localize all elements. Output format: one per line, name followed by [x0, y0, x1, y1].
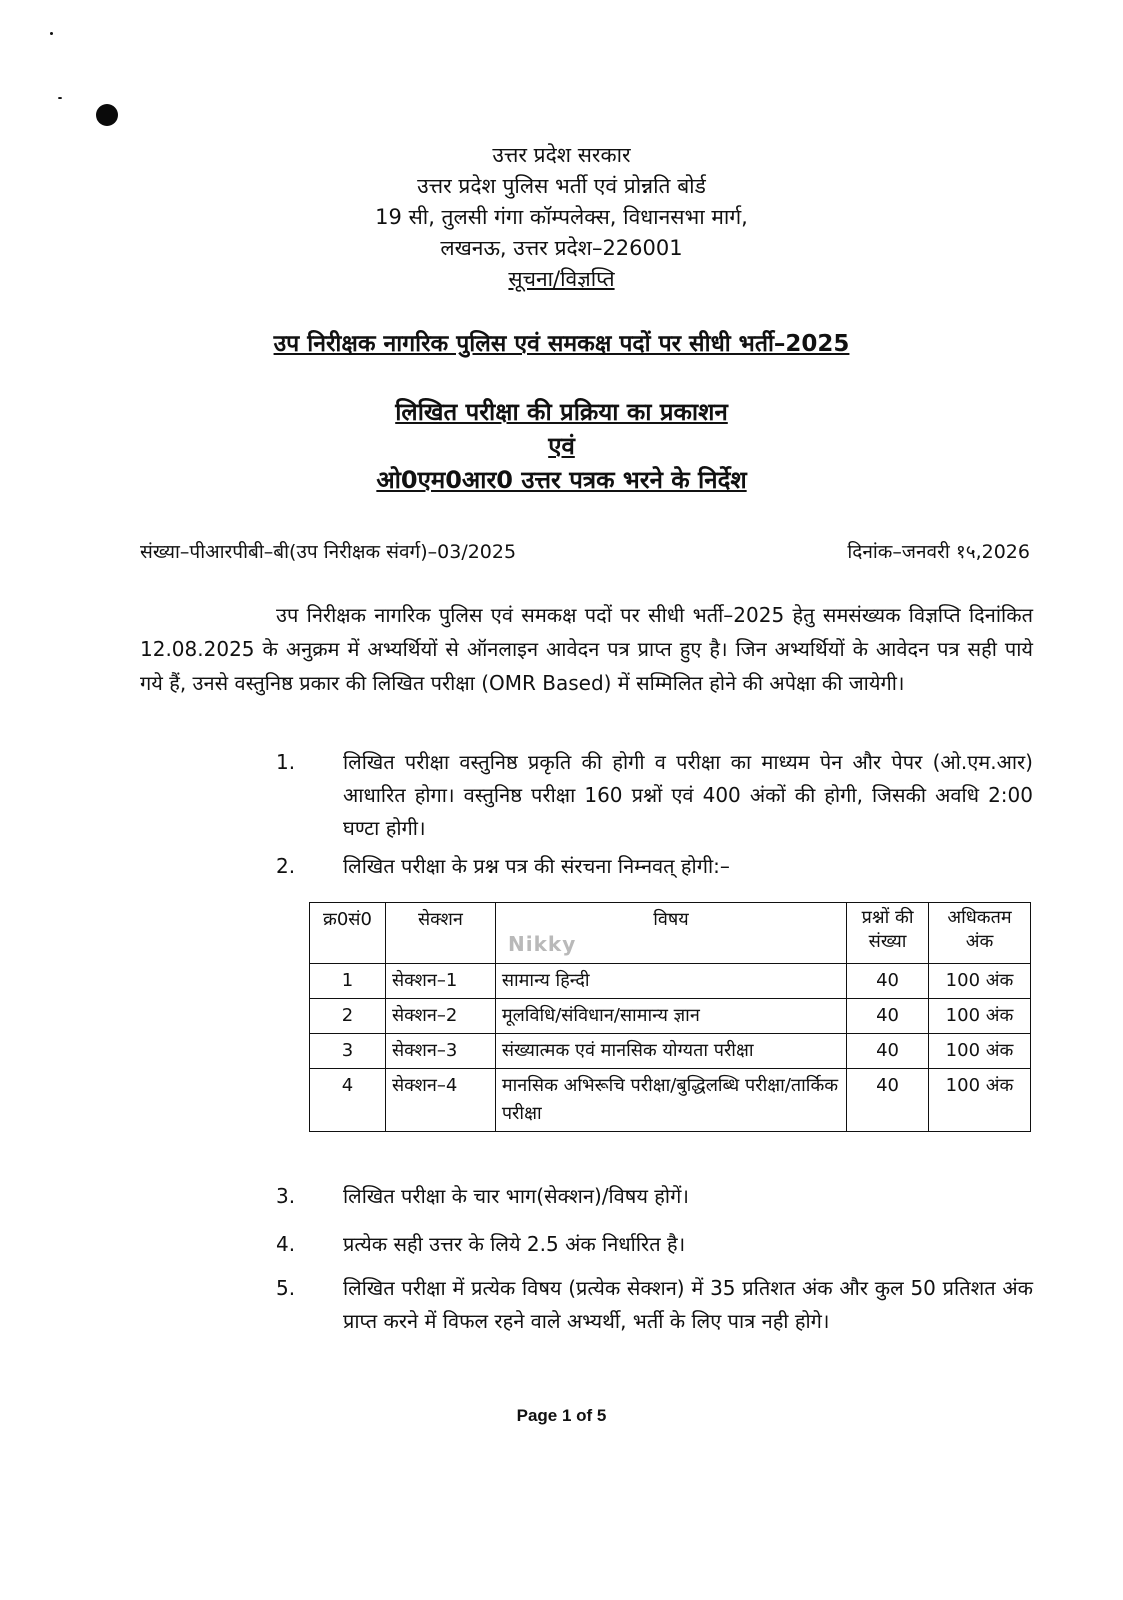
table-row: [310, 999, 1031, 1034]
cell-section: सेक्शन–3: [385, 1034, 495, 1069]
cell-serial: 2: [310, 999, 386, 1034]
exam-structure-table: [309, 902, 1031, 1132]
cell-section: सेक्शन–4: [385, 1069, 495, 1132]
header-address: 19 सी, तुलसी गंगा कॉम्पलेक्स, विधानसभा मार्ग,: [375, 205, 748, 229]
cell-section: सेक्शन–1: [385, 964, 495, 999]
cell-subject: मानसिक अभिरूचि परीक्षा/बुद्धिलब्धि परीक्षा/तार्किक परीक्षा: [495, 1069, 846, 1132]
list-item-number: 5.: [276, 1276, 296, 1300]
sub-title-line-3: ओ0एम0आर0 उत्तर पत्रक भरने के निर्देश: [376, 466, 747, 494]
list-item-text: लिखित परीक्षा के प्रश्न पत्र की संरचना निम्नवत् होगी:–: [343, 854, 730, 878]
table-row: [310, 1034, 1031, 1069]
col-header-section: सेक्शन: [385, 903, 495, 964]
col-header-max-marks: अधिकतम अंक: [929, 903, 1031, 964]
list-item-number: 4.: [276, 1232, 296, 1256]
reference-number: संख्या–पीआरपीबी–बी(उप निरीक्षक संवर्ग)–03/2025: [140, 541, 517, 563]
col-header-serial: क्र0सं0: [310, 903, 386, 964]
intro-paragraph: उप निरीक्षक नागरिक पुलिस एवं समकक्ष पदों पर सीधी भर्ती–2025 हेतु समसंख्यक विज्ञप्ति दिनांकित 12.08.2025 के अनुक्रम में अभ्यर्थियों से ऑनलाइन आवेदन पत्र प्राप्त हुए है। जिन अभ्यर्थियों के आवेदन पत्र सही पाये गये हैं, उनसे वस्तुनिष्ठ प्रकार की लिखित परीक्षा (OMR Based) में सम्मिलित होने की अपेक्षा की जायेगी।: [140, 603, 1033, 695]
cell-questions: 40: [847, 999, 929, 1034]
cell-section: सेक्शन–2: [385, 999, 495, 1034]
cell-serial: 4: [310, 1069, 386, 1132]
list-item-text: लिखित परीक्षा वस्तुनिष्ठ प्रकृति की होगी व परीक्षा का माध्यम पेन और पेपर (ओ.एम.आर) आधारित होगा। वस्तुनिष्ठ परीक्षा 160 प्रश्नों एवं 400 अंकों की होगी, जिसकी अवधि 2:00 घण्टा होगी।: [343, 750, 1033, 840]
list-item-number: 3.: [276, 1184, 296, 1208]
list-item: [276, 850, 1033, 883]
sub-title-line-2: एवं: [548, 432, 575, 460]
cell-marks: 100 अंक: [929, 964, 1031, 999]
reference-line: [140, 538, 1030, 564]
list-item: [276, 1228, 1033, 1261]
table-row: [310, 1069, 1031, 1132]
cell-marks: 100 अंक: [929, 999, 1031, 1034]
cell-subject: संख्यात्मक एवं मानसिक योग्यता परीक्षा: [495, 1034, 846, 1069]
list-item: [276, 1180, 1033, 1213]
sub-title: [0, 395, 1123, 497]
cell-marks: 100 अंक: [929, 1069, 1031, 1132]
list-item: [276, 1272, 1033, 1338]
header-city: लखनऊ, उत्तर प्रदेश–226001: [440, 236, 683, 260]
main-title: उप निरीक्षक नागरिक पुलिस एवं समकक्ष पदों पर सीधी भर्ती–2025: [273, 331, 850, 357]
table-row: [310, 964, 1031, 999]
reference-date: दिनांक–जनवरी १५,2026: [847, 541, 1030, 563]
scan-speck: [50, 32, 53, 35]
cell-marks: 100 अंक: [929, 1034, 1031, 1069]
watermark-text: Nikky: [508, 932, 577, 956]
cell-questions: 40: [847, 964, 929, 999]
list-item: [276, 746, 1033, 845]
col-header-questions: प्रश्नों की संख्या: [847, 903, 929, 964]
cell-serial: 3: [310, 1034, 386, 1069]
notice-label: सूचना/विज्ञप्ति: [508, 267, 615, 291]
cell-subject: सामान्य हिन्दी: [495, 964, 846, 999]
list-item-number: 2.: [276, 854, 296, 878]
list-item-text: लिखित परीक्षा में प्रत्येक विषय (प्रत्येक सेक्शन) में 35 प्रतिशत अंक और कुल 50 प्रतिशत अंक प्राप्त करने में विफल रहने वाले अभ्यर्थी, भर्ती के लिए पात्र नही होगे।: [343, 1276, 1033, 1333]
sub-title-line-1: लिखित परीक्षा की प्रक्रिया का प्रकाशन: [395, 398, 728, 426]
cell-questions: 40: [847, 1069, 929, 1132]
letterhead: [0, 140, 1123, 295]
list-item-number: 1.: [276, 750, 296, 774]
cell-questions: 40: [847, 1034, 929, 1069]
bullet-mark: [96, 104, 118, 126]
cell-serial: 1: [310, 964, 386, 999]
page-number: Page 1 of 5: [516, 1406, 607, 1425]
header-government: उत्तर प्रदेश सरकार: [492, 143, 631, 167]
list-item-text: प्रत्येक सही उत्तर के लिये 2.5 अंक निर्धारित है।: [343, 1232, 686, 1256]
table-header-row: [310, 903, 1031, 964]
scan-speck: [58, 97, 62, 99]
col-header-subject: विषय: [495, 903, 846, 964]
header-board: उत्तर प्रदेश पुलिस भर्ती एवं प्रोन्नति बोर्ड: [417, 174, 706, 198]
list-item-text: लिखित परीक्षा के चार भाग(सेक्शन)/विषय होगें।: [343, 1184, 689, 1208]
cell-subject: मूलविधि/संविधान/सामान्य ज्ञान: [495, 999, 846, 1034]
